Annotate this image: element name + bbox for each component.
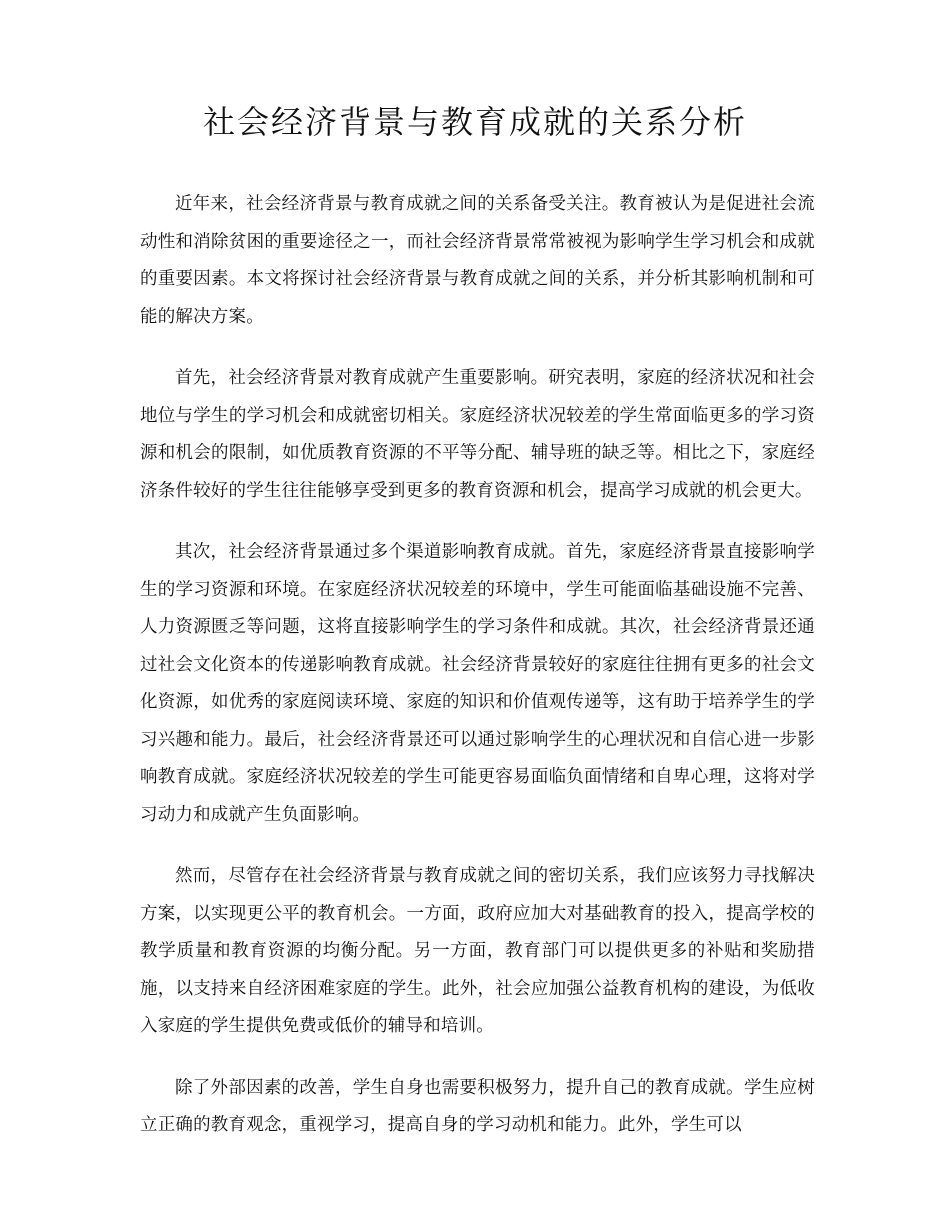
document-body — [140, 186, 815, 1169]
paragraph-5: 除了外部因素的改善，学生自身也需要积极努力，提升自己的教育成就。学生应树立正确的教育观念，重视学习，提高自身的学习动机和能力。此外，学生可以 — [140, 1077, 815, 1135]
paragraph-3: 其次，社会经济背景通过多个渠道影响教育成就。首先，家庭经济背景直接影响学生的学习资源和环境。在家庭经济状况较差的环境中，学生可能面临基础设施不完善、人力资源匮乏等问题，这将直接影响学生的学习条件和成就。其次，社会经济背景还通过社会文化资本的传递影响教育成就。社会经济背景较好的家庭往往拥有更多的社会文化资源，如优秀的家庭阅读环境、家庭的知识和价值观传递等，这有助于培养学生的学习兴趣和能力。最后，社会经济背景还可以通过影响学生的心理状况和自信心进一步影响教育成就。家庭经济状况较差的学生可能更容易面临负面情绪和自卑心理，这将对学习动力和成就产生负面影响。 — [140, 542, 815, 825]
paragraph-1: 近年来，社会经济背景与教育成就之间的关系备受关注。教育被认为是促进社会流动性和消除贫困的重要途径之一，而社会经济背景常常被视为影响学生学习机会和成就的重要因素。本文将探讨社会经济背景与教育成就之间的关系，并分析其影响机制和可能的解决方案。 — [140, 194, 815, 327]
paragraph-4: 然而，尽管存在社会经济背景与教育成就之间的密切关系，我们应该努力寻找解决方案，以实现更公平的教育机会。一方面，政府应加大对基础教育的投入，提高学校的教学质量和教育资源的均衡分配。另一方面，教育部门可以提供更多的补贴和奖励措施，以支持来自经济困难家庭的学生。此外，社会应加强公益教育机构的建设，为低收入家庭的学生提供免费或低价的辅导和培训。 — [140, 866, 815, 1036]
document-title: 社会经济背景与教育成就的关系分析 — [202, 103, 747, 141]
paragraph-2: 首先，社会经济背景对教育成就产生重要影响。研究表明，家庭的经济状况和社会地位与学生的学习机会和成就密切相关。家庭经济状况较差的学生常面临更多的学习资源和机会的限制，如优质教育资源的不平等分配、辅导班的缺乏等。相比之下，家庭经济条件较好的学生往往能够享受到更多的教育资源和机会，提高学习成就的机会更大。 — [140, 368, 815, 501]
